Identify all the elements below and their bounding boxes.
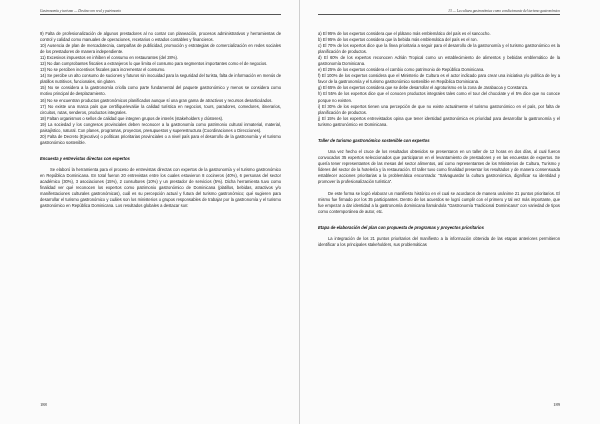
section-heading: Taller de turismo gastronómico sostenible con expertos	[318, 137, 430, 143]
paragraph: La integración de los 21 puntos prioritarios del manifiesto a la información obtenida de las etapas anteriores permitieron identificar a los principales stakeholders, sus problemáticas	[318, 236, 560, 248]
page-number: 189	[553, 402, 560, 407]
list-item: 18) Faltan organismos o sellos de calidad que integren grupos de interés (stakeholders y clústeres).	[40, 115, 224, 121]
list-item: b) El 95% de los expertos considera que la bebida más emblemática del país es el ron.	[318, 37, 478, 43]
list-item: e) El 25% de los expertos considera el cambio como patrimonio de República Dominicana.	[318, 67, 485, 73]
list-item: i) El 30% de los expertos tienen una percepción de que no existe actualmente el turismo gastronómico en el país, por falta de planificación de productos.	[318, 103, 560, 115]
list-item: 11) Excesivos impuestos en inhiben el consumo en restaurantes (del 28%).	[40, 55, 179, 61]
page-body	[318, 31, 560, 248]
list-item: 10) Ausencia de plan de mercadotecnia, campañas de publicidad, promoción y estrategias de comercialización en redes sociales de los prestadores de manera independiente.	[40, 43, 281, 55]
list-item: 13) No se perciben incentivos fiscales para incrementar el consumo.	[40, 67, 166, 73]
list-item: 12) No dan comprobantes fiscales a extranjeros lo que limita el consumo para segmentos importantes como el de negocios.	[40, 61, 268, 67]
section-heading: Encuesta y entrevistas directas con expertos	[40, 155, 130, 161]
list-item: 20) Falta de Decreto (Ejecutivo) o políticas prioritarias provinciales o a nivel país para el desarrollo de la gastronomía y el turismo gastronómico sostenible.	[40, 133, 281, 145]
running-header: Gastronomía y turismo — Destino oro real y patrimonio	[40, 9, 281, 15]
list-item: g) El 65% de los expertos considera que se debe desarrollar el agroturismo en la zona de Jarabacoa y Constanza.	[318, 85, 529, 91]
paragraph: Se elaboró la herramienta para el proceso de entrevistas directas con expertos de la gastronomía y el turismo gastronómico en República Dominicana. En total fueron 20 entrevistas entre los cuales estuvieron 8 cocineros (40%), 6 personas del sector académico (30%), 3 asociaciones (15%), 2 consultores (10%) y un prestador de servicios (5%). Dicha herramienta tuvo como finalidad ver qué reconocen los expertos como patrimonio gastronómico de Dominicana (platillos, bebidas, atractivos y/o manifestaciones culturales gastronómicas), cuál es su percepción actual y futura del turismo gastronómico; qué sugieren para desarrollar el turismo gastronómico y cuáles son los ministerios o grupos responsables de trabajar por la gastronomía y el turismo gastronómico en República Dominicana. Los resultados globales a destacar son:	[40, 166, 281, 209]
list-item: a) El 95% de los expertos considera que el plátano más emblemático del país es el sancocho.	[318, 31, 491, 36]
page-number: 188	[40, 402, 47, 407]
list-item: j) El 15% de los expertos entrevistados opina que tener identidad gastronómica es prioridad para desarrollar la gastronomía y el turismo gastronómico en Dominicana.	[318, 115, 560, 127]
list-item: 17) No existe una marca país que certifique/evalúe la calidad turística en negocios, tours, paradores, comedores, itinerarios, circuitos, rutas, senderos, productos integrales.	[40, 103, 281, 115]
paragraph: De este forma se logró elaborar un manifiesto histórico en el cual se acordaron de manera unánime 21 puntos prioritarios. El mismo fue firmado por los 35 participantes. Dentro de los acuerdos se logró cumplir con el primero y tal vez más importante, que fue empezar a dar identidad a la gastronomía dominicana llamándola “Gastronomía Tradicional Dominicana” con variedad de tipos como contemporánea de autor, etc.	[318, 191, 560, 215]
list-item: h) El 55% de los expertos dice que el conocen productos integrales tales como el tour del chocolate y el 5% dice que no conoce porque no existen.	[318, 91, 560, 103]
list-item: f) El 100% de los expertos considera que el Ministerio de Cultura es el actor indicado para crear una iniciativa y/o política de ley a favor de la gastronomía y el turismo gastronómico sostenible en República Dominicana.	[318, 73, 560, 85]
list-item: 19) La sociedad y los congresos provinciales deben reconocer a la gastronomía como patrimonio cultural inmaterial, material, paisajístico, natural. Con planes, programas, proyectos, presupuestos y superestructura (Coordinaciones o Direcciones).	[40, 121, 281, 133]
list-item: d) El 60% de los expertos reconocen Adrián Tropical como un establecimiento de alimentos y bebidas emblemático de la gastronomía Dominicana.	[318, 55, 560, 67]
list-item: 14) Se percibe un alto consumo de suciones y futuros sin inocuidad para la seguridad del turista, falta de información en menús de platillos nutritivos, funcionales, sin gluten.	[40, 73, 281, 85]
list-item: c) El 70% de los expertos dice que la línea prioritaria a seguir para el desarrollo de la gastronomía y el turismo gastronómico es la planificación de productos.	[318, 43, 560, 55]
running-header: 13 — La cultura gastronómica como condicionante del turismo gastronómico	[318, 9, 560, 15]
page-body	[40, 31, 281, 209]
right-page	[300, 0, 600, 424]
section-heading: Etapa de elaboración del plan con propuesta de programas y proyectos prioritarios	[318, 225, 484, 231]
list-item: 9) Falta de profesionalización de algunos prestadores al no contar con planeación, procesos administrativos y herramientas de control y calidad como manuales de operaciones, recetarios o estados contables y financieros.	[40, 31, 281, 43]
paragraph: Una vez hecho el cruce de los resultados obtenidos se presentaron en un taller de 12 horas en dos días, al cual fueron convocados 35 expertos seleccionados que participaron en el levantamiento de prestadores y en las encuestas de expertos. Se quería tener representantes de las mesas del sector alimentos, así como representantes de los Ministerios de Cultura, Turismo y líderes del sector de la hotelería y la restauración. El taller tuvo como finalidad presentar los resultados y de manera consensuada establecer acciones prioritarias a la problemática encontrada: “Salvaguardar la cultura gastronómica, dignificar su identidad y promover la profesionalización turística”.	[318, 148, 560, 184]
list-item: 16) No se encuentran productos gastronómicos planificados aunque sí una gran gama de atractivos y recursos desarticulados.	[40, 97, 273, 103]
list-item: 15) No se considera a la gastronomía criolla como parte fundamental del paquete gastronómico y menos se considera como motivo principal de desplazamiento.	[40, 85, 281, 97]
